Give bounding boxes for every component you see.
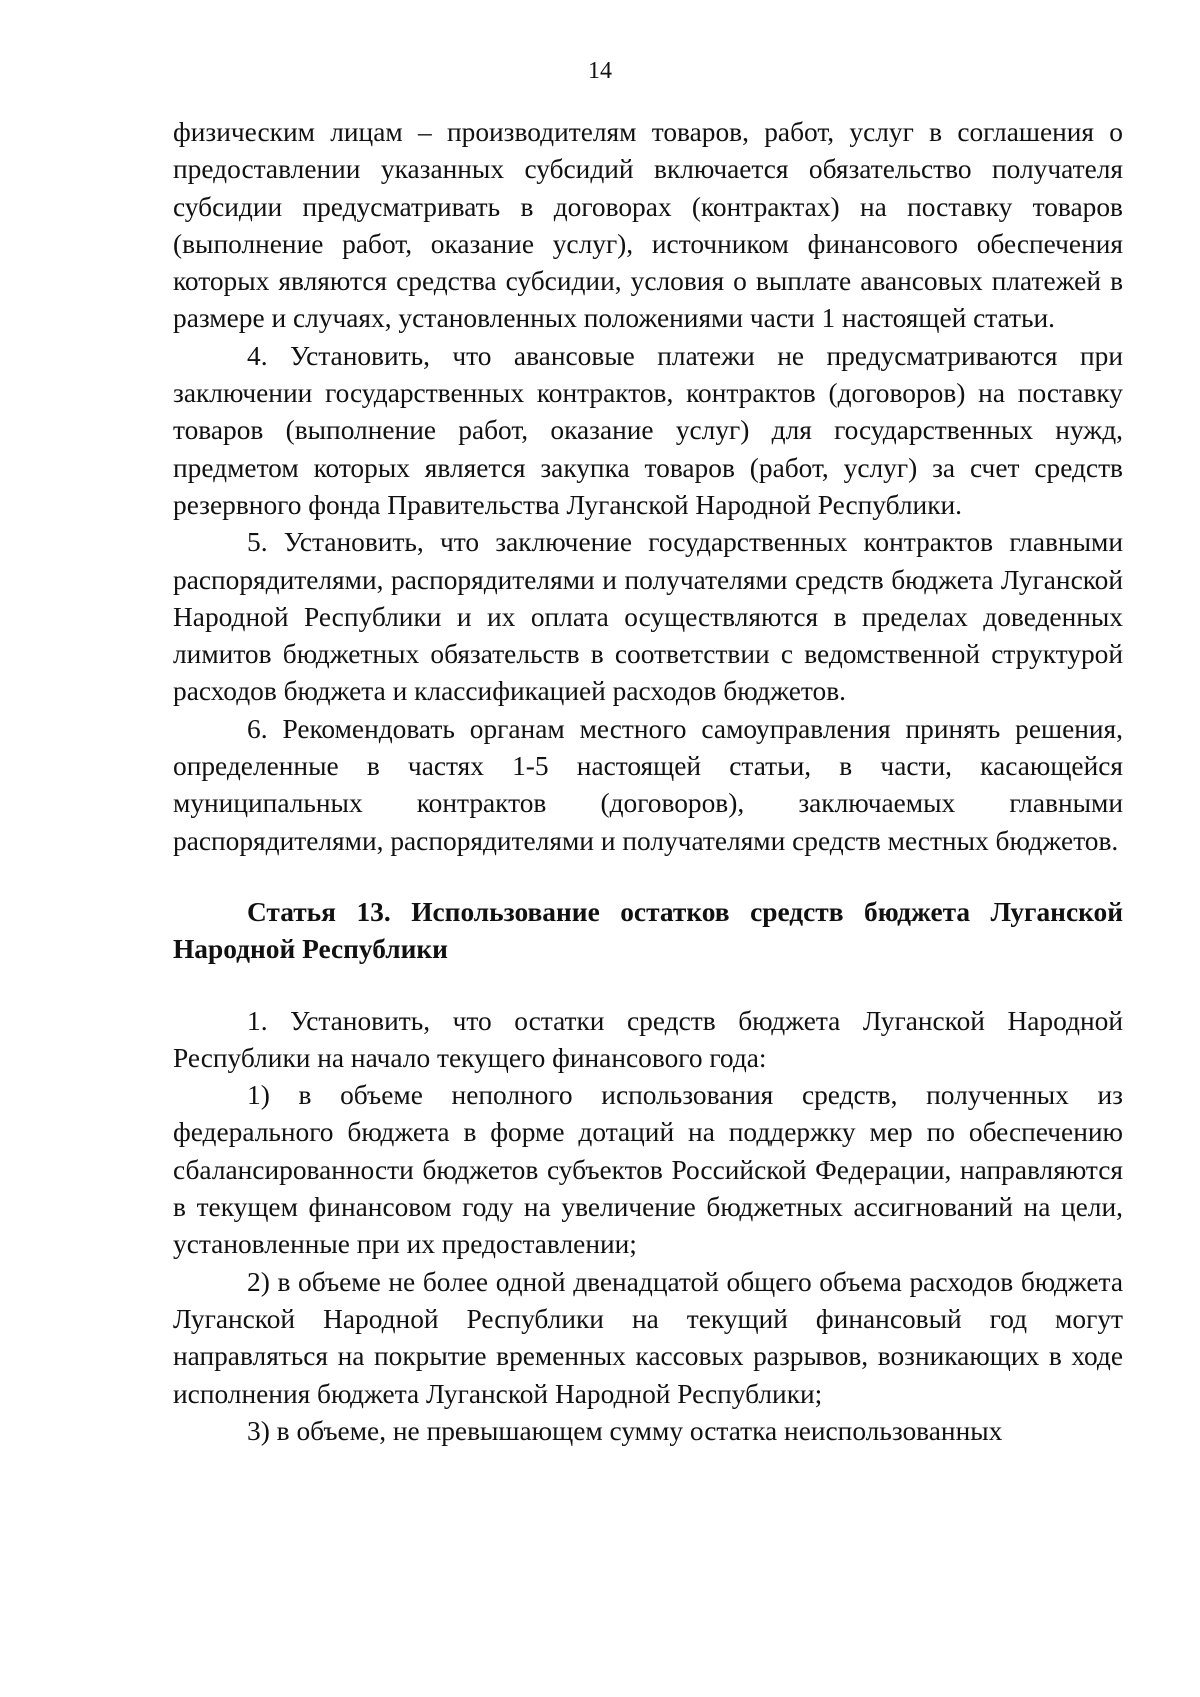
paragraph-item-5: 5. Установить, что заключение государственных контрактов главными распорядителями, распорядителями и получателями средств бюджета Луганской Народной Республики и их оплата осуществляются в пределах доведенных лимитов бюджетных обязательств в соответствии с ведомственной структурой расходов бюджета и классификацией расходов бюджетов. — [173, 527, 1123, 707]
paragraph-item-6: 6. Рекомендовать органам местного самоуправления принять решения, определенные в частях 1-5 настоящей статьи, в части, касающейся муниципальных контрактов (договоров), заключаемых главными распорядителями, распорядителями и получателями средств местных бюджетов. — [173, 713, 1123, 856]
paragraph-continuation: физическим лицам – производителям товаров, работ, услуг в соглашения о предоставлении указанных субсидий включается обязательство получателя субсидии предусматривать в договорах (контрактах) на поставку товаров (выполнение работ, оказание услуг), источником финансового обеспечения которых являются средства субсидии, условия о выплате авансовых платежей в размере и случаях, установленных положениями части 1 настоящей статьи. — [173, 117, 1123, 334]
document-body — [173, 114, 1123, 1450]
page-number: 14 — [588, 58, 612, 84]
paragraph-subitem-3: 3) в объеме, не превышающем сумму остатка неиспользованных — [247, 1415, 1003, 1446]
paragraph-subitem-1: 1) в объеме неполного использования средств, полученных из федерального бюджета в форме дотаций на поддержку мер по обеспечению сбалансированности бюджетов субъектов Российской Федерации, направляются в текущем финансовом году на увеличение бюджетных ассигнований на цели, установленные при их предоставлении; — [173, 1080, 1123, 1260]
article-13-heading: Статья 13. Использование остатков средств бюджета Луганской Народной Республики — [173, 896, 1123, 965]
paragraph-item-4: 4. Установить, что авансовые платежи не предусматриваются при заключении государственных контрактов, контрактов (договоров) на поставку товаров (выполнение работ, оказание услуг) для государственных нужд, предметом которых является закупка товаров (работ, услуг) за счет средств резервного фонда Правительства Луганской Народной Республики. — [173, 340, 1123, 520]
paragraph-article13-item-1: 1. Установить, что остатки средств бюджета Луганской Народной Республики на начало текущего финансового года: — [173, 1005, 1123, 1073]
paragraph-subitem-2: 2) в объеме не более одной двенадцатой общего объема расходов бюджета Луганской Народной Республики на текущий финансовый год могут направляться на покрытие временных кассовых разрывов, возникающих в ходе исполнения бюджета Луганской Народной Республики; — [173, 1266, 1123, 1409]
